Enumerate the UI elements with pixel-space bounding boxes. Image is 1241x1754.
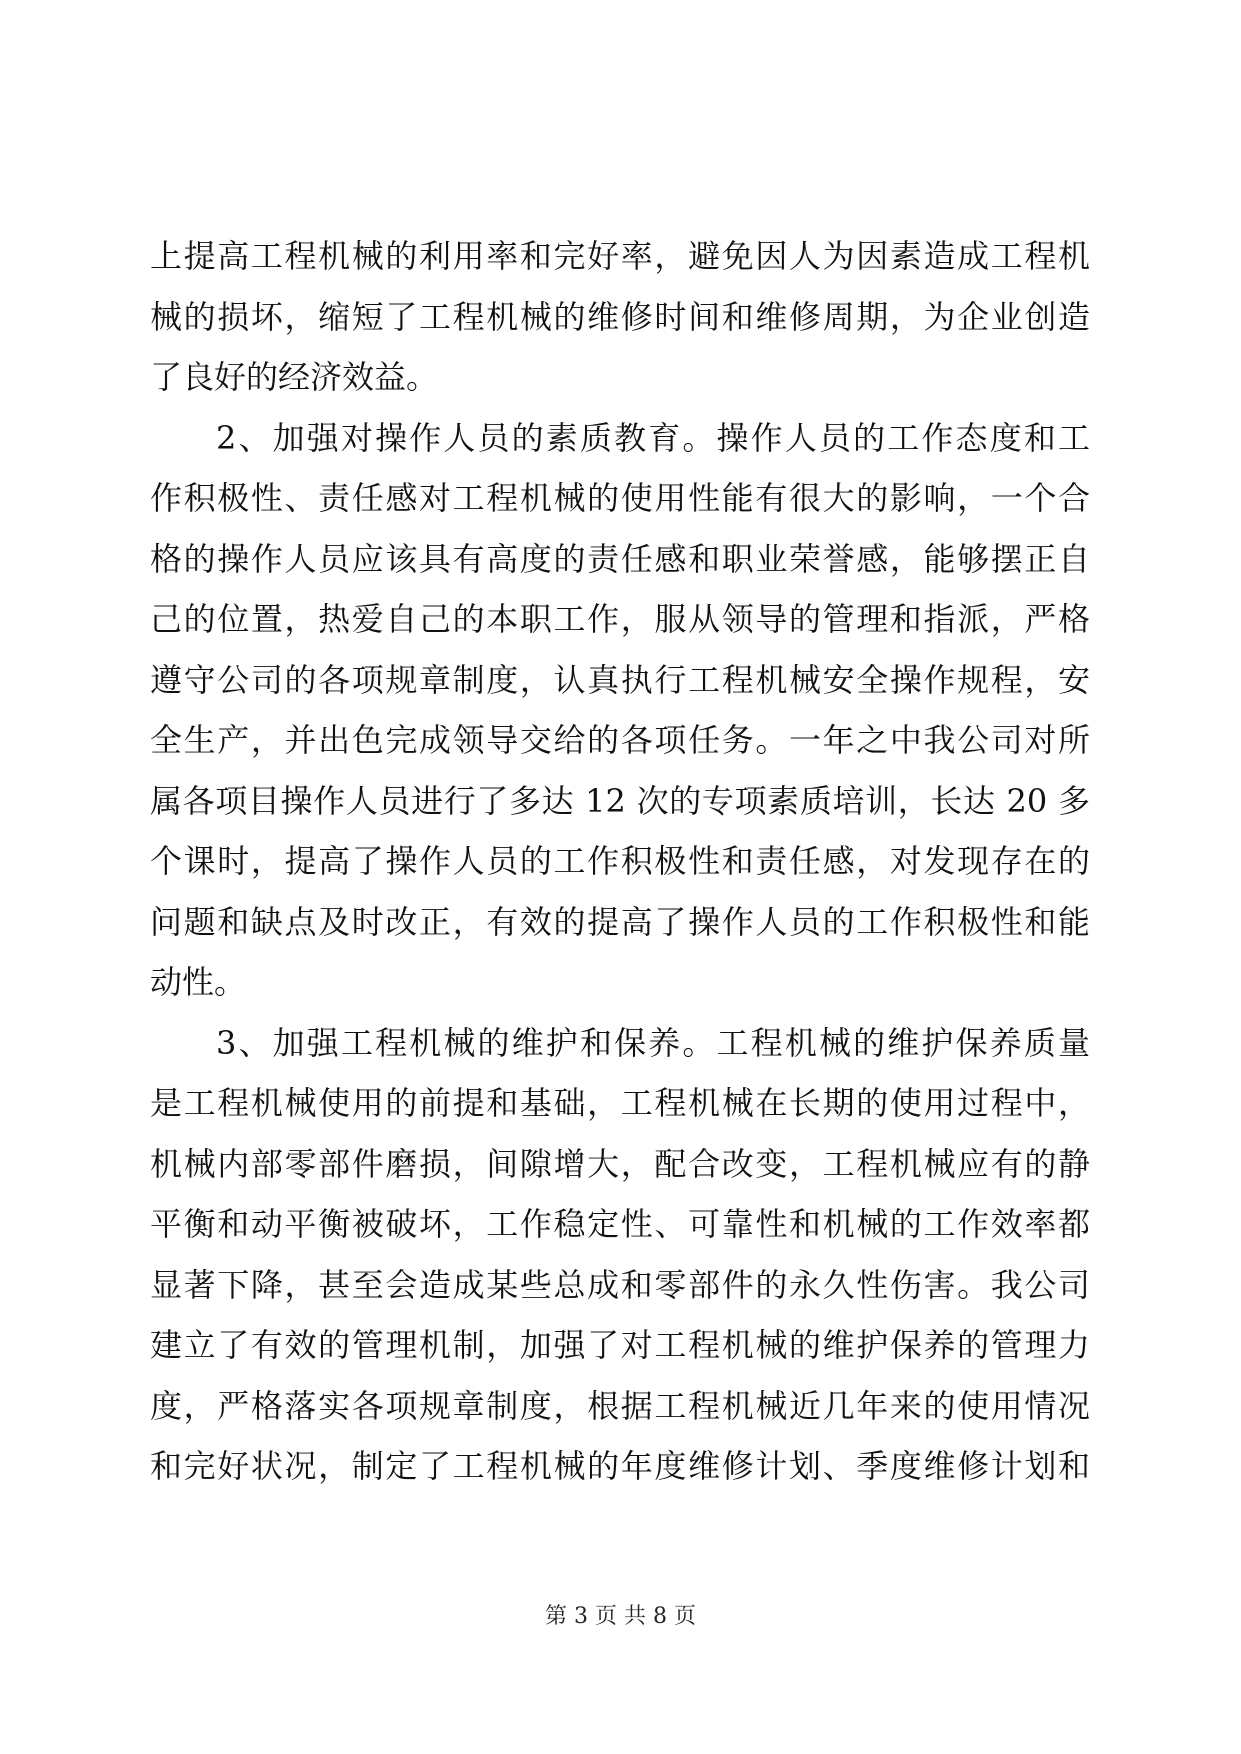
text-line: 建立了有效的管理机制，加强了对工程机械的维护保养的管理力 xyxy=(150,1326,1090,1364)
text-line: 己的位置，热爱自己的本职工作，服从领导的管理和指派，严格 xyxy=(150,600,1090,638)
text-line: 个课时，提高了操作人员的工作积极性和责任感，对发现存在的 xyxy=(150,842,1090,880)
text-line: 格的操作人员应该具有高度的责任感和职业荣誉感，能够摆正自 xyxy=(150,539,1090,578)
text-line: 了良好的经济效益。 xyxy=(150,358,439,396)
text-line: 和完好状况，制定了工程机械的年度维修计划、季度维修计划和 xyxy=(150,1447,1090,1485)
text-line: 械的损坏，缩短了工程机械的维修时间和维修周期，为企业创造 xyxy=(150,297,1090,336)
paragraph-start-line: 2、加强对操作人员的素质教育。操作人员的工作态度和工 xyxy=(216,418,1090,457)
text-line: 机械内部零部件磨损，间隙增大，配合改变，工程机械应有的静 xyxy=(150,1144,1090,1183)
text-line: 上提高工程机械的利用率和完好率，避免因人为因素造成工程机 xyxy=(150,237,1090,275)
text-line: 问题和缺点及时改正，有效的提高了操作人员的工作积极性和能 xyxy=(150,902,1090,941)
text-line: 显著下降，甚至会造成某些总成和零部件的永久性伤害。我公司 xyxy=(150,1265,1090,1304)
text-line: 属各项目操作人员进行了多达 12 次的专项素质培训，长达 20 多 xyxy=(150,781,1090,820)
text-line: 遵守公司的各项规章制度，认真执行工程机械安全操作规程，安 xyxy=(150,660,1090,699)
text-line: 动性。 xyxy=(150,963,247,1001)
text-line: 平衡和动平衡被破坏，工作稳定性、可靠性和机械的工作效率都 xyxy=(150,1205,1090,1243)
text-line: 全生产，并出色完成领导交给的各项任务。一年之中我公司对所 xyxy=(150,721,1090,759)
page-number-footer: 第 3 页 共 8 页 xyxy=(545,1604,696,1629)
text-line: 是工程机械使用的前提和基础，工程机械在长期的使用过程中， xyxy=(150,1084,1090,1122)
text-line: 作积极性、责任感对工程机械的使用性能有很大的影响，一个合 xyxy=(150,479,1090,517)
text-line: 度，严格落实各项规章制度，根据工程机械近几年来的使用情况 xyxy=(150,1386,1090,1425)
paragraph-start-line: 3、加强工程机械的维护和保养。工程机械的维护保养质量 xyxy=(216,1023,1090,1062)
body-text xyxy=(150,226,1090,1497)
